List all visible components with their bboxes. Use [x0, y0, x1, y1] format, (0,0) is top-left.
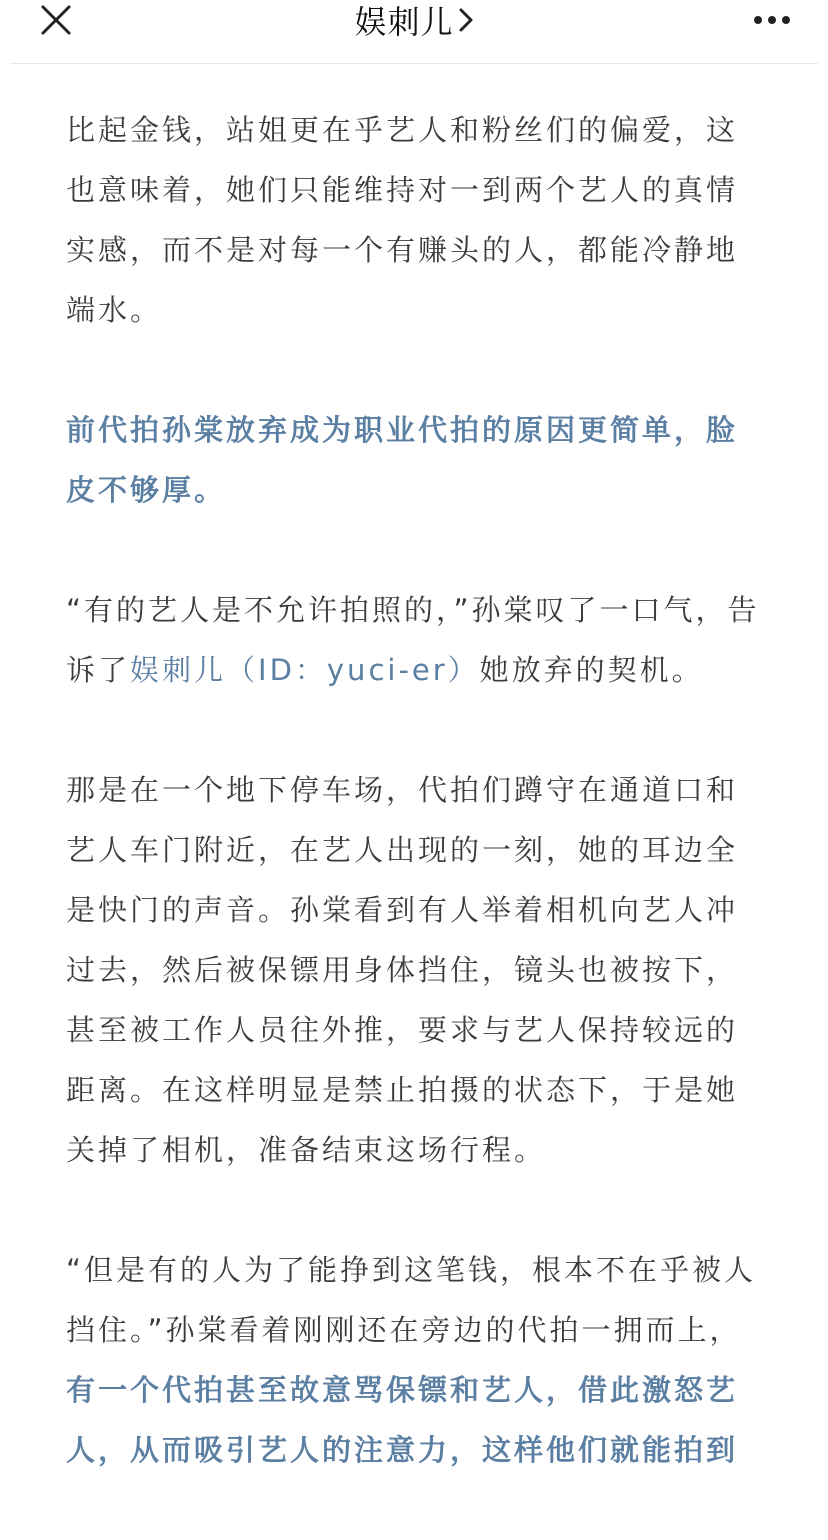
chevron-right-icon [458, 7, 474, 33]
paragraph-5-text: “但是有的人为了能挣到这笔钱，根本不在乎被人挡住。”孙棠看着刚刚还在旁边的代拍一拥而上， [66, 1253, 757, 1347]
paragraph-5 [66, 1240, 766, 1480]
more-horizontal-icon [752, 14, 792, 26]
account-title-button[interactable] [354, 0, 473, 43]
account-mention-link[interactable]: 娱刺儿（ID：yuci-er） [130, 653, 480, 687]
close-icon [40, 4, 72, 36]
paragraph-5-highlight: 有一个代拍甚至故意骂保镖和艺人，借此激怒艺人，从而吸引艺人的注意力，这样他们就能拍到 [66, 1373, 739, 1467]
paragraph-1: 比起金钱，站姐更在乎艺人和粉丝们的偏爱，这也意味着，她们只能维持对一到两个艺人的真情实感，而不是对每一个有赚头的人，都能冷静地端水。 [66, 113, 739, 327]
article-body [66, 100, 766, 1540]
close-button[interactable] [36, 0, 76, 40]
header-divider [10, 63, 818, 64]
page-title: 娱刺儿 [354, 3, 454, 41]
more-options-button[interactable] [752, 0, 792, 40]
paragraph-3 [66, 580, 766, 700]
paragraph-3-text-a: “有的艺人是不允许拍照的，”孙棠叹了一口气，告诉了 [66, 593, 760, 687]
paragraph-4: 那是在一个地下停车场，代拍们蹲守在通道口和艺人车门附近，在艺人出现的一刻，她的耳边全是快门的声音。孙棠看到有人举着相机向艺人冲过去，然后被保镖用身体挡住，镜头也被按下，甚至被工作人员往外推，要求与艺人保持较远的距离。在这样明显是禁止拍摄的状态下，于是她关掉了相机，准备结束这场行程。 [66, 773, 739, 1167]
paragraph-3-text-b: 她放弃的契机。 [479, 653, 704, 687]
top-navigation-bar [0, 0, 828, 64]
highlight-paragraph: 前代拍孙棠放弃成为职业代拍的原因更简单，脸皮不够厚。 [66, 413, 739, 507]
